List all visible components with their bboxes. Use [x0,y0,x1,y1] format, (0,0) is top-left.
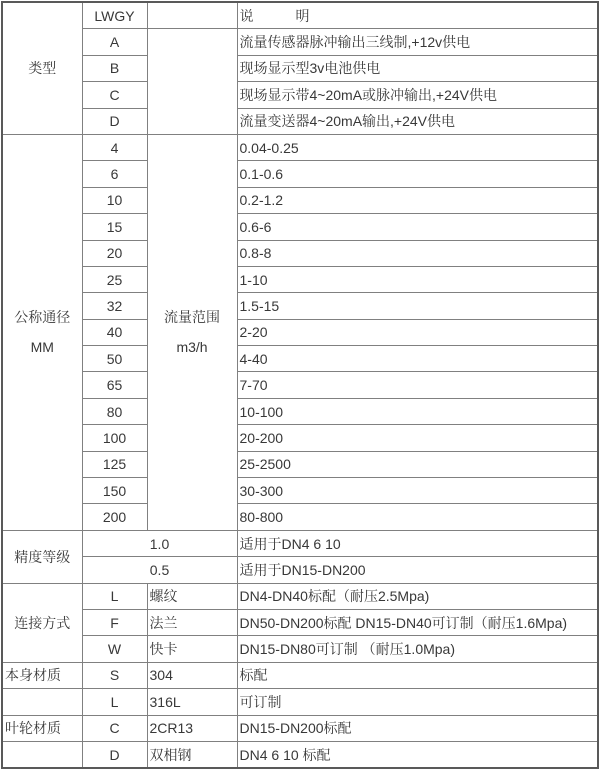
flow-range-cell: 4-40 [237,346,598,372]
flow-range-cell: 7-70 [237,372,598,398]
table-row [2,161,598,187]
table-row [2,187,598,213]
table-row [2,478,598,504]
impeller-material-label-cell: 叶轮材质 [2,715,82,741]
connection-code-cell: L [82,583,147,609]
connection-code-cell: F [82,609,147,635]
table-row [2,2,598,29]
body-material-desc-cell: 可订制 [237,689,598,715]
body-material-label-cell: 本身材质 [2,662,82,688]
table-row [2,715,598,741]
table-row [2,398,598,424]
table-row [2,451,598,477]
empty-cell [2,689,82,715]
dn-cell: 15 [82,214,147,240]
impeller-material-desc-cell: DN4 6 10 标配 [237,741,598,768]
body-material-code-cell: L [82,689,147,715]
accuracy-value-cell: 1.0 [82,530,237,556]
flow-range-cell: 20-200 [237,425,598,451]
connection-desc-cell: DN15-DN80可订制 （耐压1.0Mpa) [237,636,598,662]
table-row [2,319,598,345]
impeller-material-code-cell: C [82,715,147,741]
flow-range-cell: 10-100 [237,398,598,424]
table-row [2,741,598,768]
dn-cell: 20 [82,240,147,266]
type-desc-cell: 流量传感器脉冲输出三线制,+12v供电 [237,29,598,55]
table-row [2,240,598,266]
flow-range-label-cell [147,134,237,530]
desc-header-cell: 说 明 [237,2,598,29]
table-row [2,662,598,688]
table-row [2,134,598,160]
dn-cell: 125 [82,451,147,477]
connection-desc-cell: DN50-DN200标配 DN15-DN40可订制（耐压1.6Mpa) [237,609,598,635]
empty-cell [147,2,237,29]
body-material-name-cell: 316L [147,689,237,715]
type-code-cell: C [82,82,147,108]
type-code-cell: A [82,29,147,55]
table-row [2,214,598,240]
flow-range-cell: 80-800 [237,504,598,530]
type-desc-cell: 现场显示型3v电池供电 [237,55,598,81]
table-row [2,266,598,292]
accuracy-value-cell: 0.5 [82,557,237,583]
dn-cell: 150 [82,478,147,504]
flow-range-cell: 0.04-0.25 [237,134,598,160]
connection-name-cell: 快卡 [147,636,237,662]
type-desc-cell: 现场显示带4~20mA或脉冲输出,+24V供电 [237,82,598,108]
table-row [2,609,598,635]
table-row [2,372,598,398]
flow-range-cell: 1-10 [237,266,598,292]
connection-label-cell: 连接方式 [2,583,82,662]
flow-range-cell: 0.1-0.6 [237,161,598,187]
dn-cell: 32 [82,293,147,319]
flow-range-cell: 0.8-8 [237,240,598,266]
dn-cell: 50 [82,346,147,372]
table-row [2,293,598,319]
type-desc-cell: 流量变送器4~20mA输出,+24V供电 [237,108,598,134]
table-row [2,504,598,530]
flow-range-label-line1: 流量范围 [164,308,220,325]
impeller-material-code-cell: D [82,741,147,768]
flow-range-label-line2: m3/h [176,339,208,356]
body-material-desc-cell: 标配 [237,662,598,688]
table-row [2,29,598,55]
accuracy-label-cell: 精度等级 [2,530,82,583]
connection-name-cell: 螺纹 [147,583,237,609]
table-row [2,425,598,451]
diameter-label-line1: 公称通径 [14,308,71,325]
type-code-cell: B [82,55,147,81]
empty-cell [147,29,237,135]
dn-cell: 10 [82,187,147,213]
table-row [2,108,598,134]
accuracy-desc-cell: 适用于DN15-DN200 [237,557,598,583]
connection-code-cell: W [82,636,147,662]
impeller-material-name-cell: 2CR13 [147,715,237,741]
dn-cell: 4 [82,134,147,160]
table-row [2,636,598,662]
table-row [2,346,598,372]
body-material-code-cell: S [82,662,147,688]
table-row [2,55,598,81]
dn-cell: 65 [82,372,147,398]
diameter-label-cell [2,134,82,530]
dn-cell: 80 [82,398,147,424]
connection-name-cell: 法兰 [147,609,237,635]
table-row [2,557,598,583]
flow-range-cell: 2-20 [237,319,598,345]
empty-cell [2,741,82,768]
dn-cell: 6 [82,161,147,187]
table-row [2,530,598,556]
impeller-material-desc-cell: DN15-DN200标配 [237,715,598,741]
flow-range-cell: 25-2500 [237,451,598,477]
type-label-cell: 类型 [2,2,82,134]
flow-range-cell: 30-300 [237,478,598,504]
accuracy-desc-cell: 适用于DN4 6 10 [237,530,598,556]
dn-cell: 25 [82,266,147,292]
flow-range-cell: 0.6-6 [237,214,598,240]
table-row [2,82,598,108]
dn-cell: 200 [82,504,147,530]
model-header-cell: LWGY [82,2,147,29]
dn-cell: 40 [82,319,147,345]
dn-cell: 100 [82,425,147,451]
type-code-cell: D [82,108,147,134]
impeller-material-name-cell: 双相钢 [147,741,237,768]
spec-table [1,1,599,769]
connection-desc-cell: DN4-DN40标配（耐压2.5Mpa) [237,583,598,609]
flow-range-cell: 1.5-15 [237,293,598,319]
flow-range-cell: 0.2-1.2 [237,187,598,213]
body-material-name-cell: 304 [147,662,237,688]
table-row [2,689,598,715]
diameter-label-line2: MM [30,339,54,356]
table-row [2,583,598,609]
